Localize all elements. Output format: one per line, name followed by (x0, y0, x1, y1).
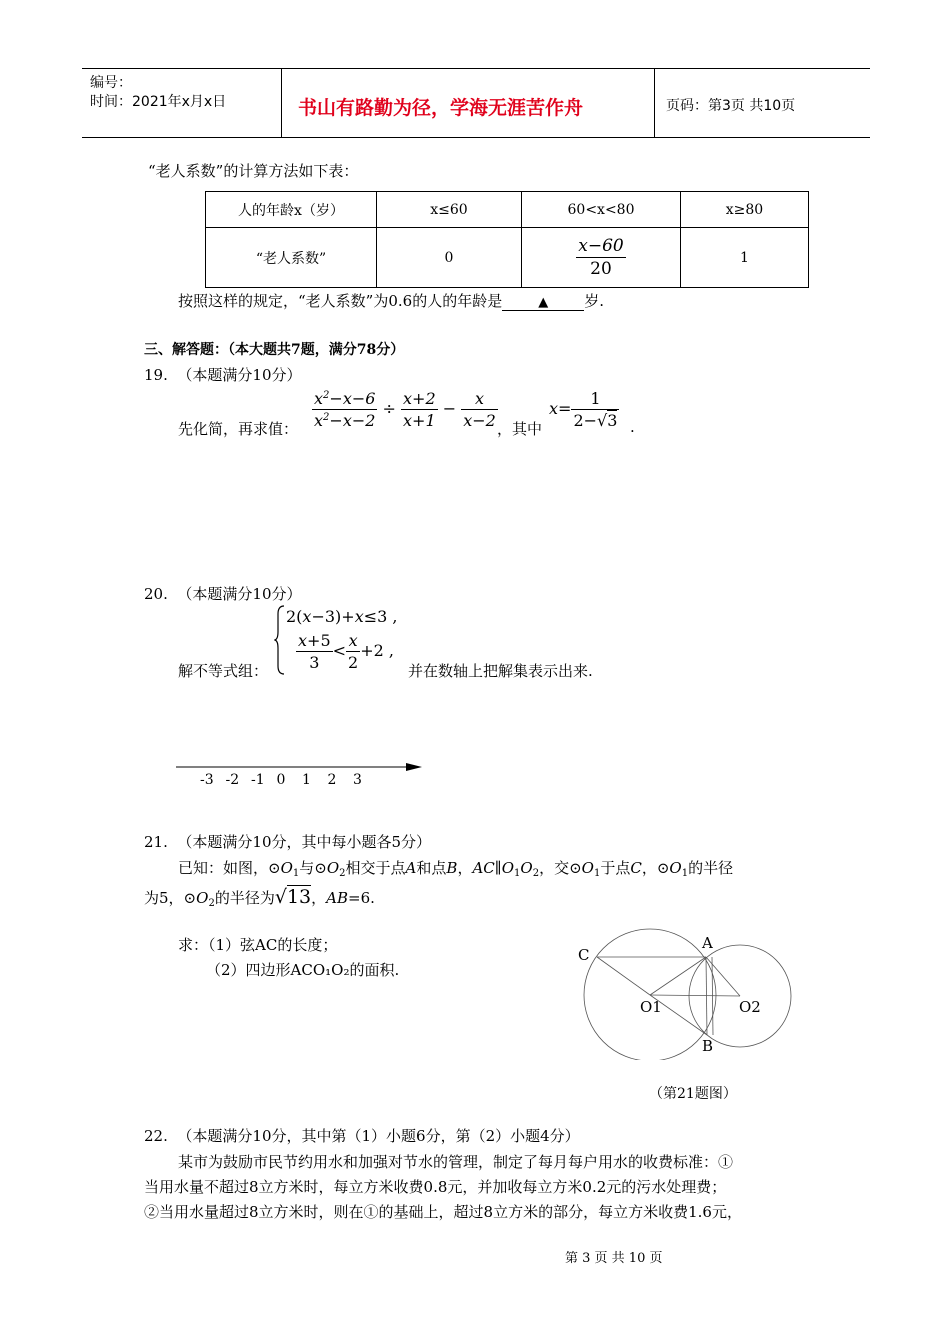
q20-tail: 并在数轴上把解集表示出来. (408, 662, 593, 680)
q20-header: 20. （本题满分10分） (144, 585, 302, 603)
number-line (176, 760, 426, 790)
header-motto: 书山有路勤为径，学海无涯苦作舟 (298, 97, 584, 119)
page-header (82, 68, 870, 138)
figure-caption: （第21题图） (649, 1086, 737, 1102)
doc-date-label: 时间：2021年x月x日 (90, 94, 227, 110)
q22-line-3: ②当用水量超过8立方米时，则在①的基础上，超过8立方米的部分，每立方米收费1.6元， (144, 1203, 742, 1221)
q22-line-1: 某市为鼓励市民节约用水和加强对节水的管理，制定了每月每户用水的收费标准：① (178, 1153, 734, 1171)
q21-ask-2: （2）四边形ACO₁O₂的面积. (206, 961, 400, 979)
table-cell: “老人系数” (206, 228, 377, 288)
q21-ask-1: 求：（1）弦AC的长度； (178, 936, 338, 954)
axis-tick-label: -3 (200, 772, 214, 788)
axis-tick-label: 3 (353, 772, 362, 788)
q21-header: 21. （本题满分10分，其中每小题各5分） (144, 833, 432, 851)
q21-given-line1: 已知：如图，$⊙O_1$与$⊙O_2$相交于点A和点B，$AC\parallel O_1O_2$，交$⊙O_1$于点C，$⊙O_1$的半径 (178, 859, 734, 879)
table-cell: 人的年龄x（岁） (206, 192, 377, 228)
axis-tick-label: 0 (276, 772, 286, 788)
header-divider (281, 69, 282, 137)
q19-x-value: x= $\frac{1}{2-√3}$ (549, 389, 618, 430)
header-divider (654, 69, 655, 137)
table-cell: x≥80 (681, 192, 809, 228)
inequality-1: 2(x−3)+x≤3 , (286, 607, 398, 626)
q21-figure (570, 925, 800, 1060)
q19-expression: $\frac{x^2-x-6}{x^2-x-2}$ ÷ $\frac{x+2}{x+1}$ − $\frac{x}{x-2}$ (314, 389, 496, 430)
q20-prompt: 解不等式组： (178, 662, 269, 680)
q19-prompt: 先化简，再求值： (178, 420, 299, 438)
blank-question: 按照这样的规定，“老人系数”为0.6的人的年龄是 ▲ 岁. (178, 292, 604, 310)
fig-label-c: C (578, 946, 590, 964)
fig-label-o2: O2 (739, 998, 761, 1016)
fig-label-a: A (702, 934, 713, 952)
answer-blank: ▲ (502, 295, 584, 311)
table-cell: 60<x<80 (522, 192, 681, 228)
elder-coefficient-table (205, 191, 809, 288)
table-cell: x≤60 (377, 192, 522, 228)
fig-label-o1: O1 (640, 998, 662, 1016)
axis-tick-label: 1 (302, 772, 311, 788)
inequality-2: $\frac{x+5}{3}$ < $\frac{x}{2}$ +2 , (298, 631, 394, 672)
fraction: $\frac{x-60}{20}$ (578, 236, 624, 279)
axis-tick-label: -2 (225, 772, 240, 788)
q22-header: 22. （本题满分10分，其中第（1）小题6分，第（2）小题4分） (144, 1127, 580, 1145)
q19-where: ，其中 (497, 420, 543, 438)
doc-number-label: 编号： (90, 75, 132, 91)
page-indicator: 页码：第3页 共10页 (666, 98, 796, 114)
q21-given-line2: 为5，$⊙O_2$的半径为√13，AB=6. (144, 886, 375, 909)
q19-period: . (630, 418, 635, 436)
table-cell: 1 (681, 228, 809, 288)
table-row (206, 192, 809, 228)
axis-tick-label: -1 (251, 772, 265, 788)
page-footer: 第 3 页 共 10 页 (565, 1251, 663, 1266)
q22-line-2: 当用水量不超过8立方米时，每立方米收费0.8元，并加收每立方米0.2元的污水处理费； (144, 1178, 727, 1196)
axis-tick-label: 2 (327, 772, 337, 788)
table-row (206, 228, 809, 288)
section-title: 三、解答题：（本大题共7题，满分78分） (144, 342, 405, 358)
fig-label-b: B (702, 1037, 714, 1055)
table-caption: “老人系数”的计算方法如下表： (148, 162, 359, 180)
table-cell: 0 (377, 228, 522, 288)
table-cell (522, 228, 681, 288)
q19-header: 19. （本题满分10分） (144, 366, 302, 384)
